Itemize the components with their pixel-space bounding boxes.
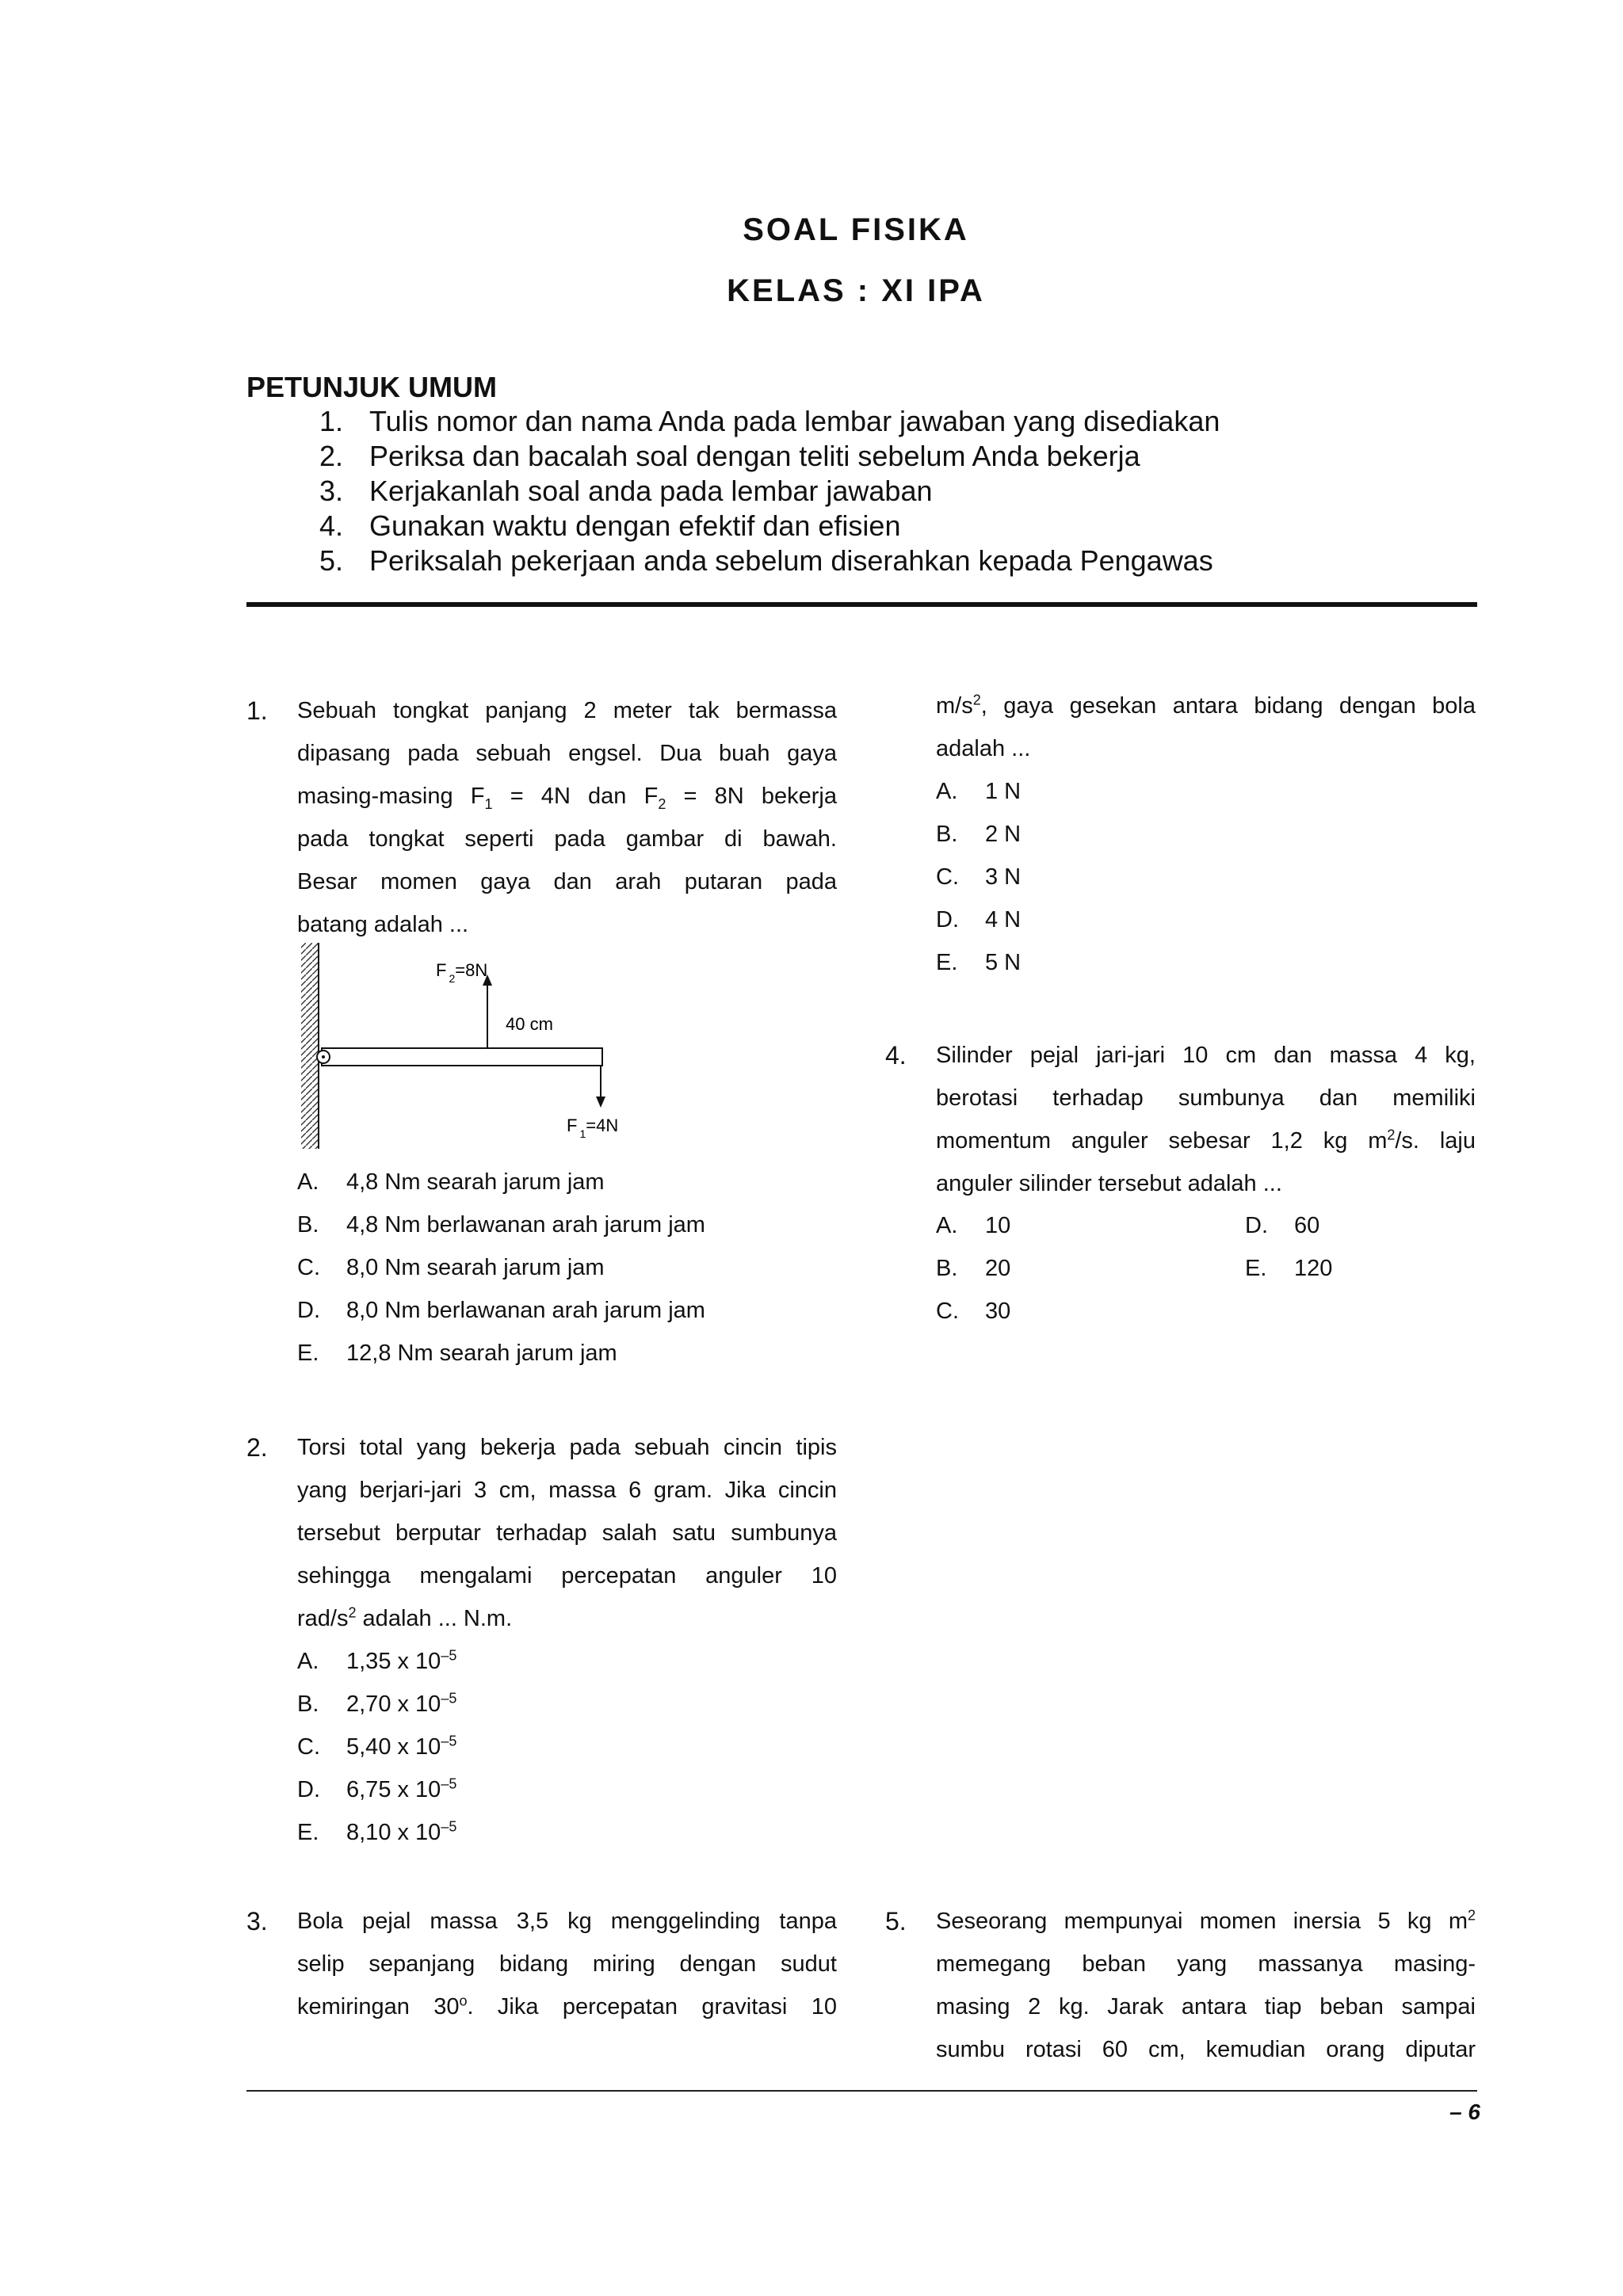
question-number: 2. (246, 1433, 268, 1462)
option-d: D. 6,75 x $10^{-5}$ (297, 1775, 457, 1802)
question-number: 5. (885, 1907, 907, 1936)
page-subtitle: KELAS : XI IPA (727, 273, 985, 308)
wall-hatch (301, 943, 319, 1149)
option-b: B. 4,8 Nm berlawanan arah jarum jam (297, 1212, 705, 1238)
option-b: B. 20 (936, 1256, 1011, 1281)
lever-diagram (293, 943, 626, 1149)
option-c: C. 3 N (936, 864, 1022, 890)
f2-label: F $_2$=8N (436, 960, 488, 985)
question-1-options (297, 1161, 705, 1375)
option-a: A. 4,8 Nm searah jarum jam (297, 1169, 605, 1195)
question-number: 1. (246, 696, 268, 725)
option-a: A. 1 N (936, 779, 1022, 804)
page-number: – 6 (1449, 2100, 1480, 2124)
option-a: A. 1,35 x $10^{-5}$ (297, 1647, 457, 1674)
option-e: E. 120 (1245, 1256, 1333, 1281)
petunjuk-list (319, 404, 1220, 578)
header-divider (246, 602, 1477, 607)
question-text: Silinder pejal jari-jari 10 cm dan massa 4 kg, berotasi terhadap sumbunya dan memiliki momentum anguler sebesar 1,2 kg $m^2/s$. laju anguler silinder tersebut adalah ... (936, 1043, 1476, 1196)
option-d: D. 60 (1245, 1213, 1320, 1238)
option-a: A. 10 (936, 1213, 1011, 1238)
question-text: Bola pejal massa 3,5 kg menggelinding tanpa selip sepanjang bidang miring dengan sudut kemiringan 30$^o$. Jika percepatan gravitasi 10 (297, 1909, 837, 2019)
rod (322, 1048, 602, 1066)
option-b: B. 2 N (936, 822, 1022, 847)
f1-label: F $_1$=4N (567, 1116, 619, 1140)
question-text: Sebuah tongkat panjang 2 meter tak bermassa dipasang pada sebuah engsel. Dua buah gaya masing-masing $F_1 = 4N$ dan $F_2 = 8N$ bekerja pada tongkat seperti pada gambar di bawah. Besar momen gaya dan arah putaran pada batang adalah ... (297, 698, 837, 937)
question-number: 4. (885, 1041, 907, 1070)
option-e: E. 12,8 Nm searah jarum jam (297, 1341, 617, 1366)
petunjuk-heading: PETUNJUK UMUM (246, 371, 498, 403)
question-3-continued: $m/s^2$, gaya gesekan antara bidang dengan bola adalah ... (936, 692, 1476, 761)
option-d: D. 4 N (936, 907, 1022, 933)
option-e: E. 5 N (936, 950, 1022, 975)
question-text: Torsi total yang bekerja pada sebuah cincin tipis yang berjari-jari 3 cm, massa 6 gram. Jika cincin tersebut berputar terhadap salah satu sumbunya sehingga mengalami percepatan anguler 10 rad/$s^2$ adalah ... N.m. A. 1,35 x $10^{-5}$ B. 2,70 x $10^{-5}$ C. 5,40 x $10^{-5}$ D. 6,75 x $10^{-5}$ E. 8,10 x $10^{-5}$ (297, 1426, 837, 1854)
question-3-options (936, 770, 1021, 984)
list-item: 4. Gunakan waktu dengan efektif dan efisien (319, 509, 901, 542)
list-item: 1. Tulis nomor dan nama Anda pada lembar jawaban yang disediakan (319, 405, 1220, 437)
option-c: C. 30 (936, 1299, 1011, 1324)
option-e: E. 8,10 x $10^{-5}$ (297, 1818, 457, 1845)
option-c: C. 8,0 Nm searah jarum jam (297, 1255, 605, 1280)
page-title: SOAL FISIKA (743, 212, 969, 247)
distance-label: 40 cm (506, 1014, 553, 1034)
footer-divider (246, 2090, 1477, 2092)
list-item: 2. Periksa dan bacalah soal dengan teliti sebelum Anda bekerja (319, 440, 1140, 472)
list-item: 3. Kerjakanlah soal anda pada lembar jawaban (319, 475, 933, 507)
question-4-options (936, 1204, 1491, 1333)
option-d: D. 8,0 Nm berlawanan arah jarum jam (297, 1298, 705, 1323)
option-b: B. 2,70 x $10^{-5}$ (297, 1690, 457, 1717)
question-number: 3. (246, 1907, 268, 1936)
option-c: C. 5,40 x $10^{-5}$ (297, 1733, 457, 1760)
list-item: 5. Periksalah pekerjaan anda sebelum diserahkan kepada Pengawas (319, 544, 1213, 577)
question-text: Seseorang mempunyai momen inersia 5 kg $m^2$ memegang beban yang massanya masing- masing 2 kg. Jarak antara tiap beban sampai sumbu rotasi 60 cm, kemudian orang diputar (936, 1907, 1476, 2062)
